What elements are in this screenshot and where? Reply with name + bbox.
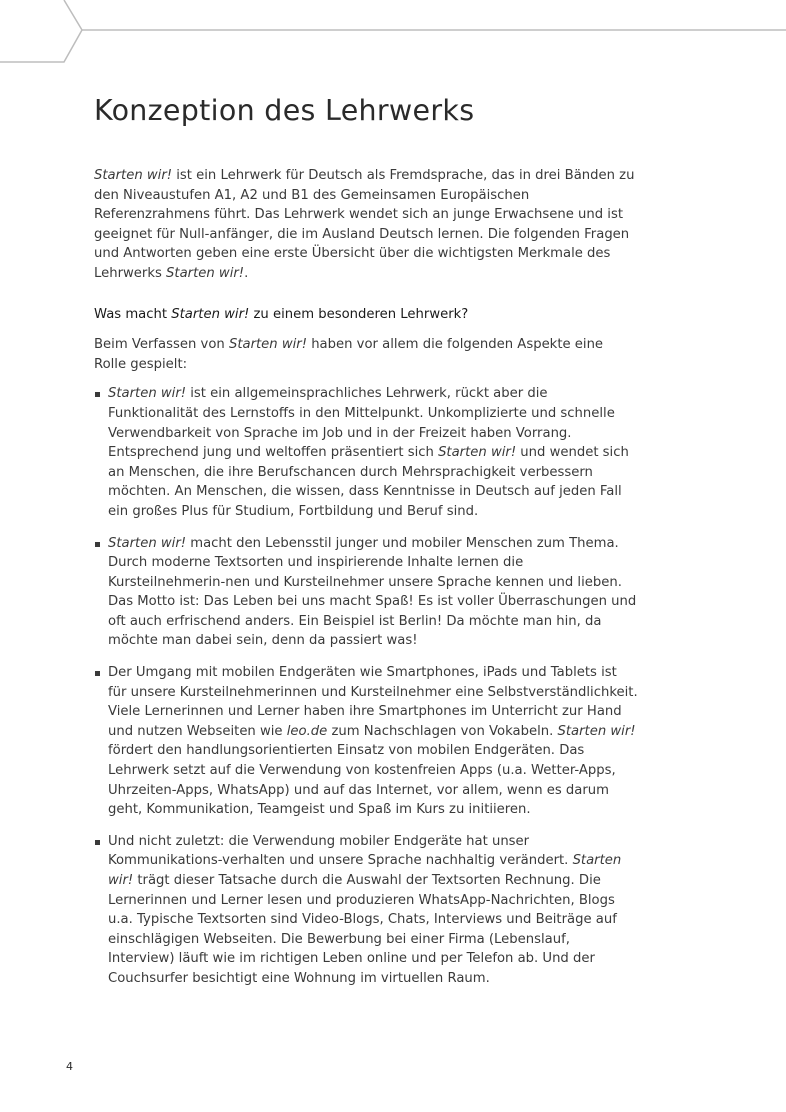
intro-book-title-2: Starten wir!: [166, 265, 245, 281]
list-item-text: und wendet sich an Menschen, die ihre Berufschancen durch Mehrsprachigkeit verbessern möchten. An Menschen, die wissen, dass Kenntnisse in Deutsch auf jeden Fall ein großes Plus für Studium, Fortbildung und Beruf sind.: [108, 445, 629, 519]
book-title: Starten wir!: [108, 535, 187, 551]
intro-paragraph: [94, 166, 638, 284]
list-item-text: fördert den handlungsorientierten Einsatz von mobilen Endgeräten. Das Lehrwerk setzt auf die Verwendung von kostenfreien Apps (u.a. Wetter-Apps, Uhrzeiten-Apps, WhatsApp) und auf das Internet, vor allem, wenn es darum geht, Kommunikation, Teamgeist und Spaß im Kurs zu initiieren.: [108, 743, 616, 818]
section-heading-start: Was macht: [94, 306, 172, 322]
lead-book-title: Starten wir!: [228, 337, 307, 353]
list-item-mobile-devices: [94, 663, 638, 820]
list-item-text: ist ein allgemeinsprachliches Lehrwerk, rückt aber die Funktionalität des Lernstoffs in den Mittelpunkt. Unkomplizierte und schnelle Verwendbarkeit von Sprache im Job und in der Freizeit haben Vorrang. Entsprechend jung und weltoffen präsentiert sich: [108, 386, 615, 461]
square-bullet-icon: [95, 840, 100, 845]
list-item-text: zum Nachschlagen von Vokabeln.: [327, 723, 558, 739]
lead-paragraph: [94, 335, 638, 374]
section-heading: [94, 305, 638, 325]
main-content: [94, 92, 638, 1001]
lead-end: haben vor allem die folgenden Aspekte eine Rolle gespielt:: [94, 337, 604, 372]
page-number: 4: [66, 1060, 73, 1073]
list-item-text: trägt dieser Tatsache durch die Auswahl der Textsorten Rechnung. Die Lernerinnen und Lerner lesen und produzieren WhatsApp-Nachrichten, Blogs u.a. Typische Textsorten sind Video-Blogs, Chats, Interviews und Beiträge auf einschlägigen Webseiten. Die Bewerbung bei einer Firma (Lebenslauf, Interview) läuft wie im richtigen Leben online und per Telefon ab. Und der Couchsurfer besichtigt eine Wohnung im virtuellen Raum.: [108, 873, 617, 986]
book-title: Starten wir!: [108, 386, 187, 402]
square-bullet-icon: [95, 671, 100, 676]
lead-start: Beim Verfassen von: [94, 337, 229, 353]
list-item-text: macht den Lebensstil junger und mobiler Menschen zum Thema. Durch moderne Textsorten und inspirierende Inhalte lernen die Kursteilnehmerin-nen und Kursteilnehmer unsere Sprache kennen und lieben. Das Motto ist: Das Leben bei uns macht Spaß! Es ist voller Überraschungen und oft auch erfrischend anders. Ein Beispiel ist Berlin! Da möchte man hin, da möchte man dabei sein, denn da passiert was!: [108, 535, 637, 649]
list-item-text: Der Umgang mit mobilen Endgeräten wie Smartphones, iPads und Tablets ist für unsere Kursteilnehmerinnen und Kursteilnehmer eine Selbstverständlichkeit. Viele Lernerinnen und Lerner haben ihre Smartphones im Unterricht zur Hand und nutzen Webseiten wie: [108, 665, 638, 739]
intro-text: ist ein Lehrwerk für Deutsch als Fremdsprache, das in drei Bänden zu den Niveaustufen A1, A2 und B1 des Gemeinsamen Europäischen Referenzrahmens führt. Das Lehrwerk wendet sich an junge Erwachsene und ist geeignet für Null-anfänger, die im Ausland Deutsch lernen. Die folgenden Fragen und Antworten geben eine erste Übersicht über die wichtigsten Merkmale des Lehrwerks: [94, 168, 635, 281]
book-title: Starten wir!: [438, 445, 517, 461]
square-bullet-icon: [95, 392, 100, 397]
book-title: Starten wir!: [557, 723, 636, 739]
list-item-functionality: [94, 384, 638, 521]
list-item-communication: [94, 832, 638, 989]
square-bullet-icon: [95, 542, 100, 547]
section-heading-end: zu einem besonderen Lehrwerk?: [249, 306, 469, 322]
section-heading-book-title: Starten wir!: [171, 306, 250, 322]
header-decoration: [0, 0, 786, 64]
list-item-lifestyle: [94, 534, 638, 652]
page-title: Konzeption des Lehrwerks: [94, 94, 475, 127]
header-chevron-line: [0, 0, 82, 62]
intro-end: .: [244, 265, 249, 281]
intro-book-title: Starten wir!: [94, 168, 173, 183]
list-item-text: Und nicht zuletzt: die Verwendung mobiler Endgeräte hat unser Kommunikations-verhalten und unsere Sprache nachhaltig verändert.: [108, 833, 573, 869]
book-title: Starten wir!: [108, 853, 622, 888]
aspects-list: [94, 384, 638, 988]
website-name: leo.de: [286, 723, 328, 739]
